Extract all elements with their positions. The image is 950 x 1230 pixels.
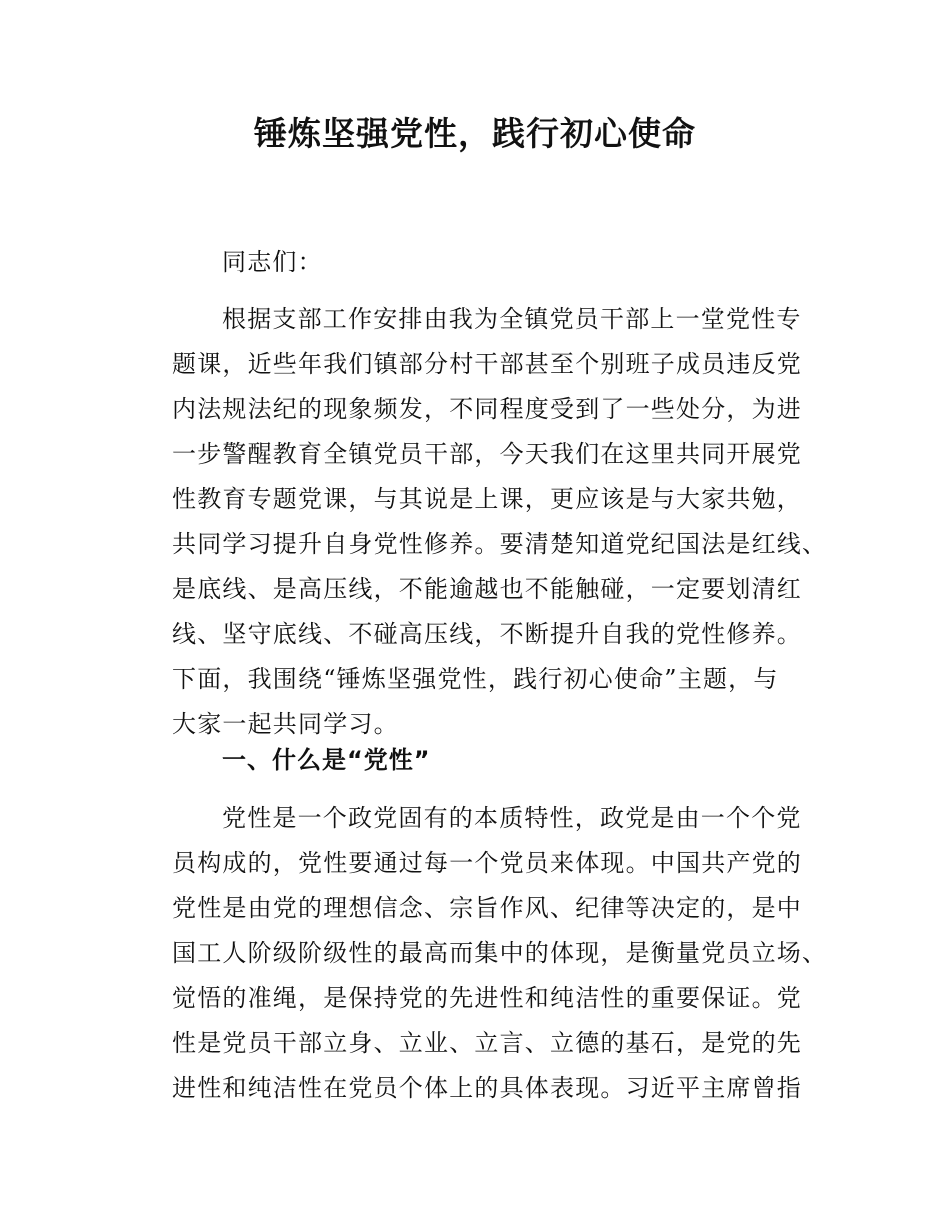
paragraph-line: 是底线、是高压线，不能逾越也不能触碰，一定要划清红 — [172, 575, 802, 603]
paragraph-line: 觉悟的准绳，是保持党的先进性和纯洁性的重要保证。党 — [172, 984, 802, 1012]
paragraph-line: 进性和纯洁性在党员个体上的具体表现。习近平主席曾指 — [172, 1074, 802, 1102]
paragraph-line: 根据支部工作安排由我为全镇党员干部上一堂党性专 — [222, 305, 802, 333]
paragraph-line: 党性是由党的理想信念、宗旨作风、纪律等决定的，是中 — [172, 894, 802, 922]
paragraph-line: 员构成的，党性要通过每一个党员来体现。中国共产党的 — [172, 849, 802, 877]
paragraph-line: 性是党员干部立身、立业、立言、立德的基石，是党的先 — [172, 1029, 802, 1057]
paragraph-intro — [172, 297, 828, 747]
paragraph-line: 党性是一个政党固有的本质特性，政党是由一个个党 — [222, 804, 802, 832]
paragraph-line: 内法规法纪的现象频发，不同程度受到了一些处分，为进 — [172, 395, 802, 423]
document-title: 锤炼坚强党性，践行初心使命 — [254, 114, 696, 153]
paragraph-line: 下面，我围绕“锤炼坚强党性，践行初心使命”主题，与 — [172, 665, 779, 693]
salutation-text: 同志们： — [222, 248, 323, 276]
paragraph-line: 线、坚守底线、不碰高压线，不断提升自我的党性修养。 — [172, 620, 802, 648]
paragraph-line: 性教育专题党课，与其说是上课，更应该是与大家共勉， — [172, 485, 802, 513]
paragraph-line: 一步警醒教育全镇党员干部，今天我们在这里共同开展党 — [172, 440, 802, 468]
salutation — [172, 240, 812, 285]
paragraph-line: 共同学习提升自身党性修养。要清楚知道党纪国法是红线、 — [172, 530, 828, 558]
paragraph-line: 国工人阶级阶级性的最高而集中的体现，是衡量党员立场、 — [172, 939, 828, 967]
paragraph-line: 大家一起共同学习。 — [172, 710, 399, 738]
paragraph-party-spirit — [172, 796, 828, 1111]
section-heading: 一、什么是“党性” — [222, 746, 431, 774]
paragraph-line: 题课，近些年我们镇部分村干部甚至个别班子成员违反党 — [172, 350, 802, 378]
